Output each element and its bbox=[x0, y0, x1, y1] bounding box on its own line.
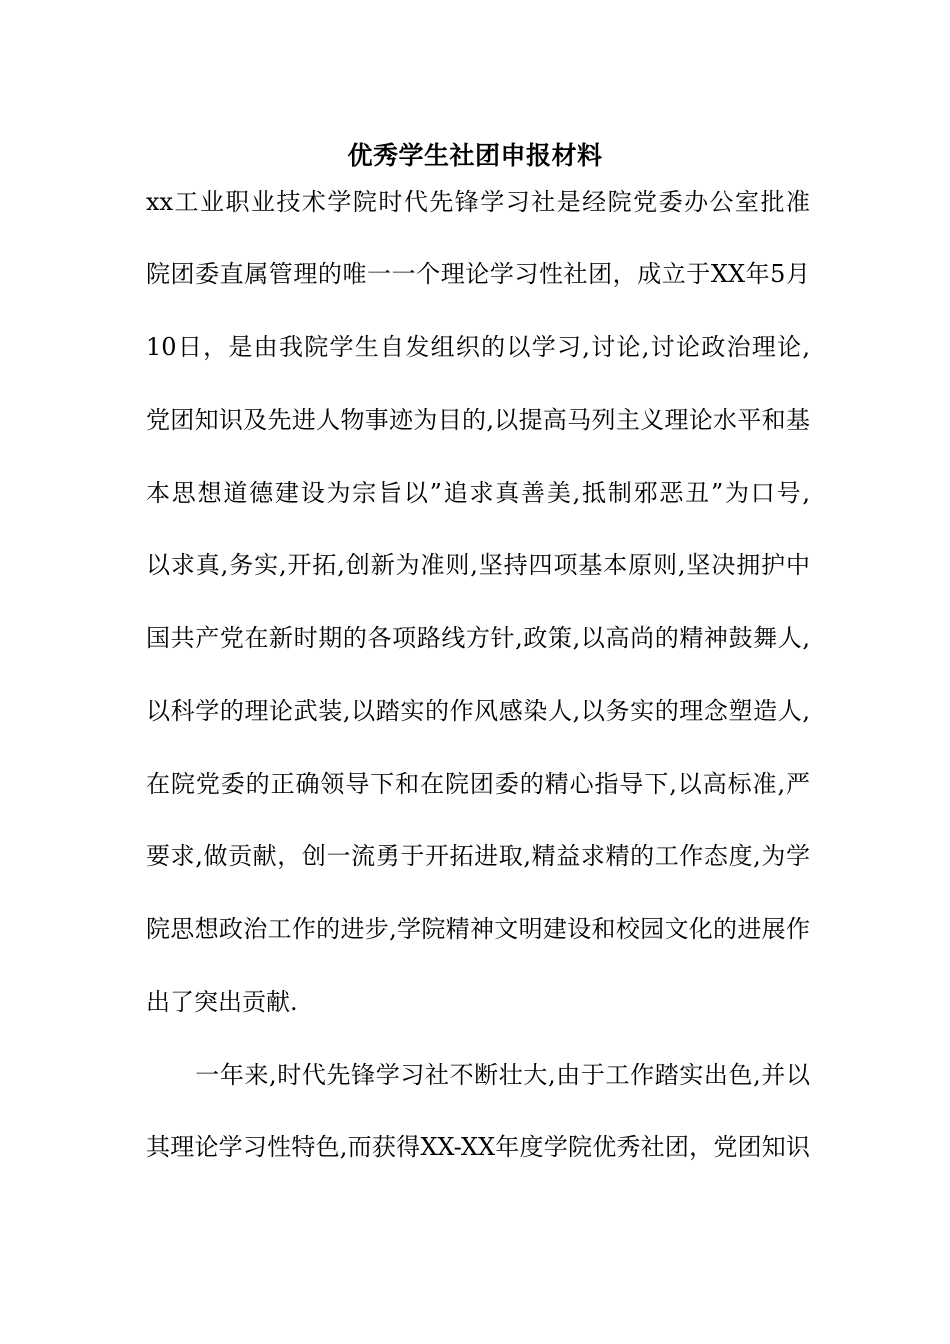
paragraph-line: 要求,做贡献，创一流勇于开拓进取,精益求精的工作态度,为学 bbox=[146, 842, 810, 870]
paragraph-line: 以科学的理论武装,以踏实的作风感染人,以务实的理念塑造人, bbox=[146, 697, 810, 725]
document-title: 优秀学生社团申报材料 bbox=[347, 141, 603, 170]
paragraph-line: 党团知识及先进人物事迹为目的,以提高马列主义理论水平和基 bbox=[146, 406, 810, 434]
paragraph-line: 院思想政治工作的进步,学院精神文明建设和校园文化的进展作 bbox=[146, 915, 810, 943]
paragraph-line: 其理论学习性特色,而获得XX-XX年度学院优秀社团，党团知识 bbox=[146, 1133, 810, 1161]
paragraph-line: 院团委直属管理的唯一一个理论学习性社团，成立于XX年5月 bbox=[146, 260, 810, 288]
paragraph-line: 国共产党在新时期的各项路线方针,政策,以高尚的精神鼓舞人, bbox=[146, 624, 810, 652]
paragraph-line: 10日，是由我院学生自发组织的以学习,讨论,讨论政治理论, bbox=[146, 333, 810, 361]
paragraph-line: xx工业职业技术学院时代先锋学习社是经院党委办公室批准 bbox=[146, 188, 810, 216]
paragraph-line: 以求真,务实,开拓,创新为准则,坚持四项基本原则,坚决拥护中 bbox=[146, 551, 810, 579]
paragraph-line: 一年来,时代先锋学习社不断壮大,由于工作踏实出色,并以 bbox=[146, 1061, 810, 1089]
paragraph-line: 在院党委的正确领导下和在院团委的精心指导下,以高标准,严 bbox=[146, 770, 810, 798]
paragraph-line: 出了突出贡献. bbox=[146, 988, 298, 1016]
paragraph-line: 本思想道德建设为宗旨以”追求真善美,抵制邪恶丑”为口号, bbox=[146, 479, 810, 507]
